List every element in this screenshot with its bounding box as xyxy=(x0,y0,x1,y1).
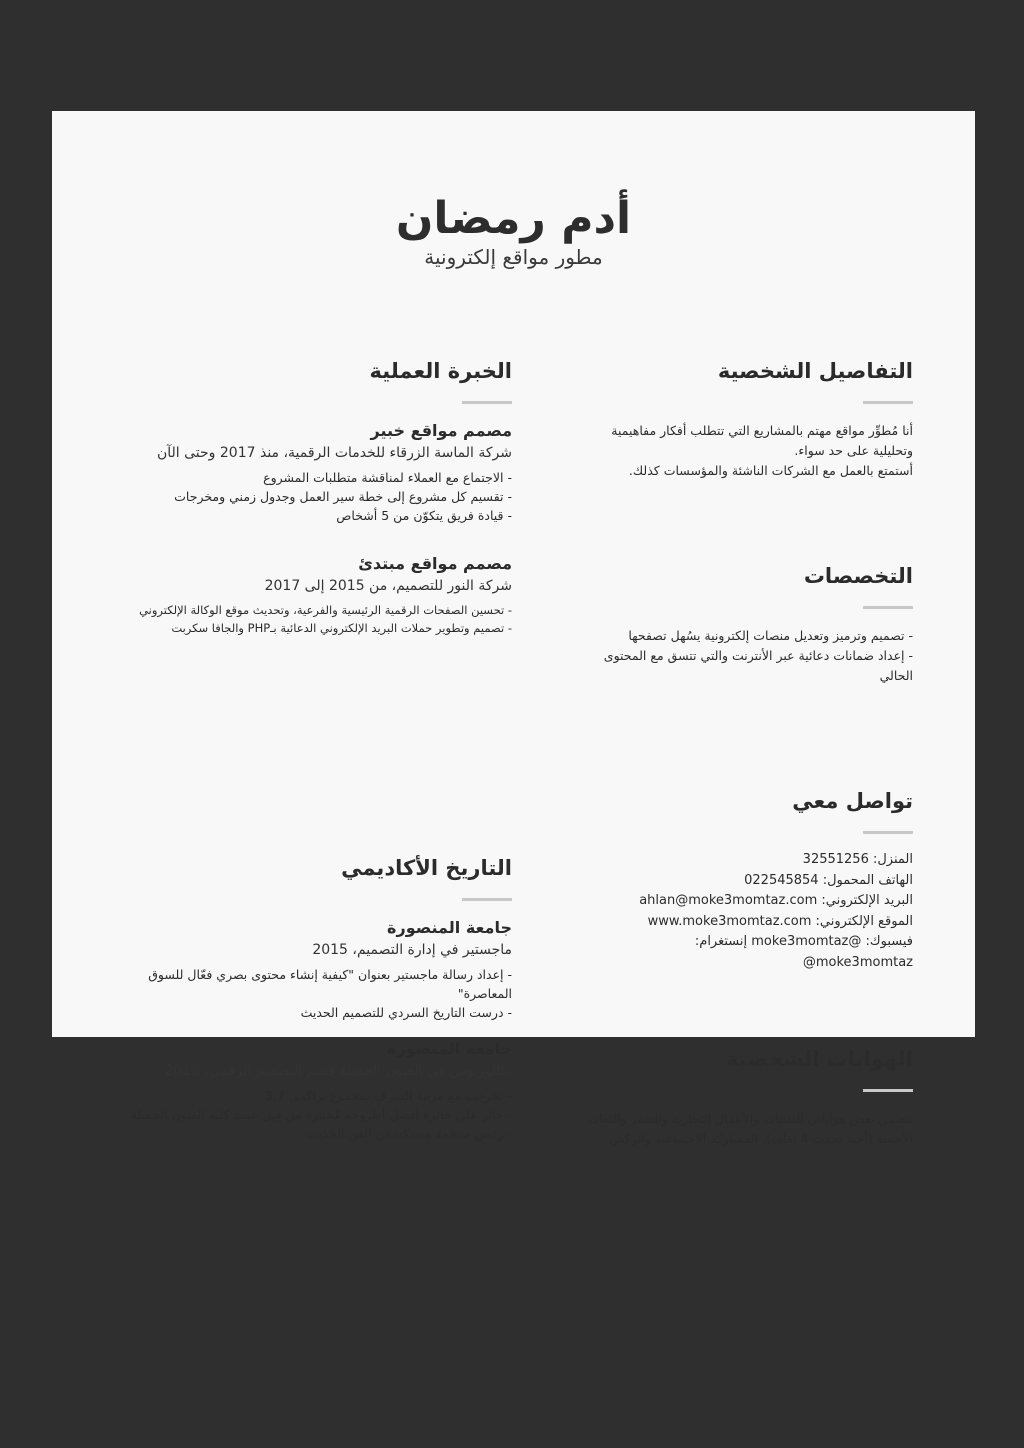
section-divider xyxy=(863,401,913,404)
experience-section xyxy=(112,357,512,637)
section-divider xyxy=(462,401,512,404)
section-title-personal: التفاصيل الشخصية xyxy=(717,359,913,383)
section-title-experience: الخبرة العملية xyxy=(369,359,512,383)
job-bullets xyxy=(112,601,512,637)
job-company: شركة النور للتصميم، من 2015 إلى 2017 xyxy=(264,578,512,594)
education-section xyxy=(112,854,512,1143)
contact-social-handle: @moke3momtaz xyxy=(802,954,913,970)
section-divider xyxy=(863,606,913,609)
section-title-specialties: التخصصات xyxy=(803,564,913,588)
contact-email: البريد الإلكتروني: ahlan@moke3momtaz.com xyxy=(639,893,913,908)
job-entry xyxy=(112,420,512,525)
job-company: شركة الماسة الزرقاء للخدمات الرقمية، منذ 2017 وحتى الآن xyxy=(156,445,512,461)
section-title-contact: تواصل معي xyxy=(792,789,913,813)
list-item: المعاصرة" xyxy=(457,986,512,1001)
list-item: - تخرجت مع مرتبة الشرف بمجموع تراكمي 3,7 xyxy=(264,1088,512,1103)
section-divider xyxy=(863,831,913,834)
school-name: جامعة المنصورة xyxy=(387,918,512,937)
personal-section xyxy=(553,357,913,481)
list-item: - إعداد رسالة ماجستير بعنوان "كيفية إنشاء محتوى بصري فعّال للسوق xyxy=(148,967,512,982)
contact-social: فيسبوك: @moke3momtaz إنستغرام: xyxy=(694,934,913,949)
education-entry xyxy=(112,1038,512,1143)
job-entry xyxy=(112,553,512,637)
list-item: - الاجتماع مع العملاء لمناقشة متطلبات المشروع xyxy=(263,470,512,485)
personal-text: أنا مُطوِّر مواقع مهتم بالمشاريع التي تتطلب أفكار مفاهيمية وتحليلية على حد سواء. أستمتع بالعمل مع الشركات الناشئة والمؤسسات كذلك. xyxy=(611,423,913,478)
education-entry xyxy=(112,917,512,1022)
person-name: أدم رمضان xyxy=(395,193,632,244)
degree: بكالوريوس في الفنون الجميلة قسم التصميم الرقمي، 2013 xyxy=(164,1063,512,1079)
section-divider xyxy=(863,1089,913,1092)
specialties-section xyxy=(553,562,913,686)
specialties-text: - تصميم وترميز وتعديل منصات إلكترونية يسُهل تصفحها - إعداد ضمانات دعائية عبر الأنترنت والتي تتسق مع المحتوى الحالي xyxy=(603,628,913,683)
person-role: مطور مواقع إلكترونية xyxy=(424,245,603,269)
section-title-education: التاريخ الأكاديمي xyxy=(341,856,512,880)
list-item: - حائز على جائزة أفضل أطروحة مُختارة من قِبل عميد كلية الفنون الجميلة xyxy=(130,1107,512,1122)
contact-list xyxy=(553,850,913,973)
hobbies-section xyxy=(553,1045,913,1149)
school-name: جامعة المنصورة xyxy=(387,1039,512,1058)
list-item: - تصميم وتطوير حملات البريد الإلكتروني الدعائية بـPHP والجافا سكربت xyxy=(171,621,512,635)
resume-page xyxy=(52,111,975,1146)
contact-home: المنزل: 32551256 xyxy=(802,852,913,867)
degree: ماجستير في إدارة التصميم، 2015 xyxy=(312,942,512,958)
contact-website: الموقع الإلكتروني: www.moke3momtaz.com xyxy=(647,913,913,929)
list-item: - رئيس منظمة مستكشفي الفن الحديث xyxy=(306,1126,512,1141)
education-bullets xyxy=(112,1086,512,1143)
contact-section xyxy=(553,787,913,973)
job-bullets xyxy=(112,468,512,525)
section-title-hobbies: الهوايات الشخصية xyxy=(725,1047,913,1071)
job-title: مصمم مواقع مبتدئ xyxy=(358,554,512,573)
job-title: مصمم مواقع خبير xyxy=(370,421,512,440)
list-item: - تحسين الصفحات الرقمية الرئيسية والفرعية، وتحديث موقع الوكالة الإلكتروني xyxy=(139,603,512,617)
list-item: - قيادة فريق يتكوّن من 5 أشخاص xyxy=(336,508,512,523)
hobbies-text: تتضمن بعض هواياتي التقنيات والأعمال التجارية والسفر واللغات الأجنبية (أجيد تحدث 4 لغات)، المشاركة الاجتماعية والركض xyxy=(587,1111,913,1146)
section-divider xyxy=(462,898,512,901)
list-item: - تقسيم كل مشروع إلى خطة سير العمل وجدول زمني ومخرجات xyxy=(174,489,512,504)
contact-mobile: الهاتف المحمول: 022545854 xyxy=(744,872,913,888)
education-bullets xyxy=(112,965,512,1022)
list-item: - درست التاريخ السردي للتصميم الحديث xyxy=(300,1005,512,1020)
